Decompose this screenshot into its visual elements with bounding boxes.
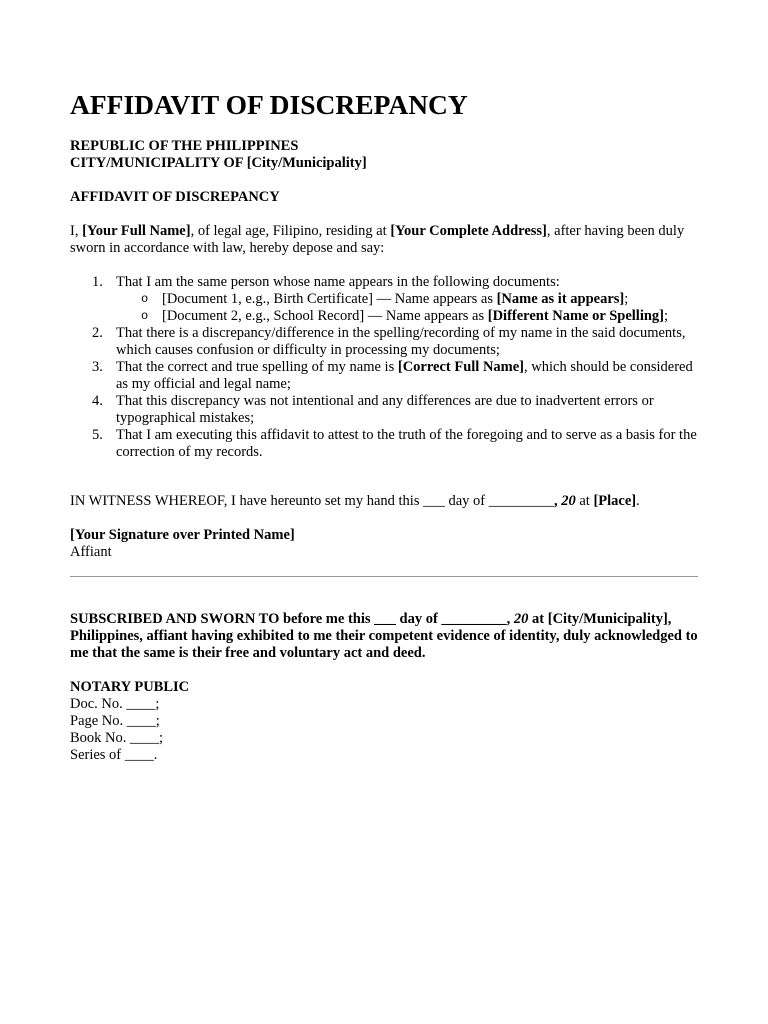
list-item [70, 359, 698, 393]
place-placeholder: [Place] [593, 493, 637, 509]
signature-block [70, 527, 698, 561]
list-number: 4. [92, 393, 103, 409]
affiant-name-placeholder: [Your Full Name] [82, 223, 191, 239]
sub-item-text: [Document 2, e.g., School Record] — Name appears as [162, 308, 488, 324]
list-number: 2. [92, 325, 103, 341]
witness-comma: , [554, 493, 562, 509]
notary-block [70, 679, 698, 764]
sub-bullet: o [141, 292, 149, 306]
list-number: 1. [92, 274, 103, 290]
intro-text-2: , of legal age, Filipino, residing at [190, 223, 391, 239]
witness-text-1: IN WITNESS WHEREOF, I have hereunto set my hand this ___ day of _________ [70, 493, 554, 509]
intro-text-3: , after having been duly sworn in accordance with law, hereby depose and say: [70, 223, 685, 256]
sub-item-punct: ; [624, 291, 629, 307]
list-item [70, 325, 698, 359]
jurisdiction-header [70, 138, 698, 172]
notary-title: NOTARY PUBLIC [70, 679, 190, 695]
list-item-text: That this discrepancy was not intentional and any differences are due to inadvertent errors or typographical mistakes; [116, 393, 654, 426]
numbered-list [70, 274, 698, 461]
witness-paragraph [70, 493, 698, 510]
series-number: Series of ____. [70, 747, 158, 763]
intro-text-1: I, [70, 223, 83, 239]
city-line: CITY/MUNICIPALITY OF [City/Municipality] [70, 155, 367, 171]
sub-list-item [70, 308, 698, 325]
list-item [70, 427, 698, 461]
list-item-text: That I am the same person whose name appears in the following documents: [116, 274, 560, 290]
affidavit-subtitle: AFFIDAVIT OF DISCREPANCY [70, 189, 280, 205]
jurat-text-2: at [City/Municipality], Philippines, affiant having exhibited to me their competent evidence of identity, duly acknowledged to me that the same is their free and voluntary act and deed. [70, 611, 698, 661]
republic-line: REPUBLIC OF THE PHILIPPINES [70, 138, 299, 154]
list-item-text-2: , which should be considered as my official and legal name; [116, 359, 693, 392]
list-item-text: That there is a discrepancy/difference in the spelling/recording of my name in the said documents, which causes confusion or difficulty in processing my documents; [116, 325, 686, 358]
book-number: Book No. ____; [70, 730, 164, 746]
list-item [70, 274, 698, 291]
section-heading [70, 189, 698, 206]
jurat-year: 20 [513, 611, 529, 627]
list-item [70, 393, 698, 427]
list-number: 5. [92, 427, 103, 443]
correct-name-placeholder: [Correct Full Name] [397, 359, 525, 375]
document-title: AFFIDAVIT OF DISCREPANCY [70, 89, 468, 120]
affiant-label: Affiant [70, 544, 112, 560]
sub-list-item [70, 291, 698, 308]
name-as-appears-placeholder: [Name as it appears] [496, 291, 625, 307]
sub-bullet: o [141, 309, 149, 323]
list-item-text: That I am executing this affidavit to attest to the truth of the foregoing and to serve as a basis for the correction of my records. [116, 427, 697, 460]
witness-text-3: . [636, 493, 640, 509]
witness-year: 20 [561, 493, 576, 509]
sub-item-text: [Document 1, e.g., Birth Certificate] — Name appears as [162, 291, 497, 307]
list-item-text: That the correct and true spelling of my name is [116, 359, 398, 375]
signature-placeholder: [Your Signature over Printed Name] [70, 527, 295, 543]
address-placeholder: [Your Complete Address] [390, 223, 547, 239]
list-number: 3. [92, 359, 103, 375]
page-number: Page No. ____; [70, 713, 160, 729]
sub-item-punct: ; [664, 308, 669, 324]
different-name-placeholder: [Different Name or Spelling] [487, 308, 665, 324]
witness-text-2: at [575, 493, 594, 509]
doc-number: Doc. No. ____; [70, 696, 160, 712]
intro-paragraph [70, 223, 698, 257]
jurat-paragraph [70, 611, 698, 662]
horizontal-divider [70, 576, 698, 577]
jurat-text-1: SUBSCRIBED AND SWORN TO before me this ___ day of _________, [70, 611, 514, 627]
